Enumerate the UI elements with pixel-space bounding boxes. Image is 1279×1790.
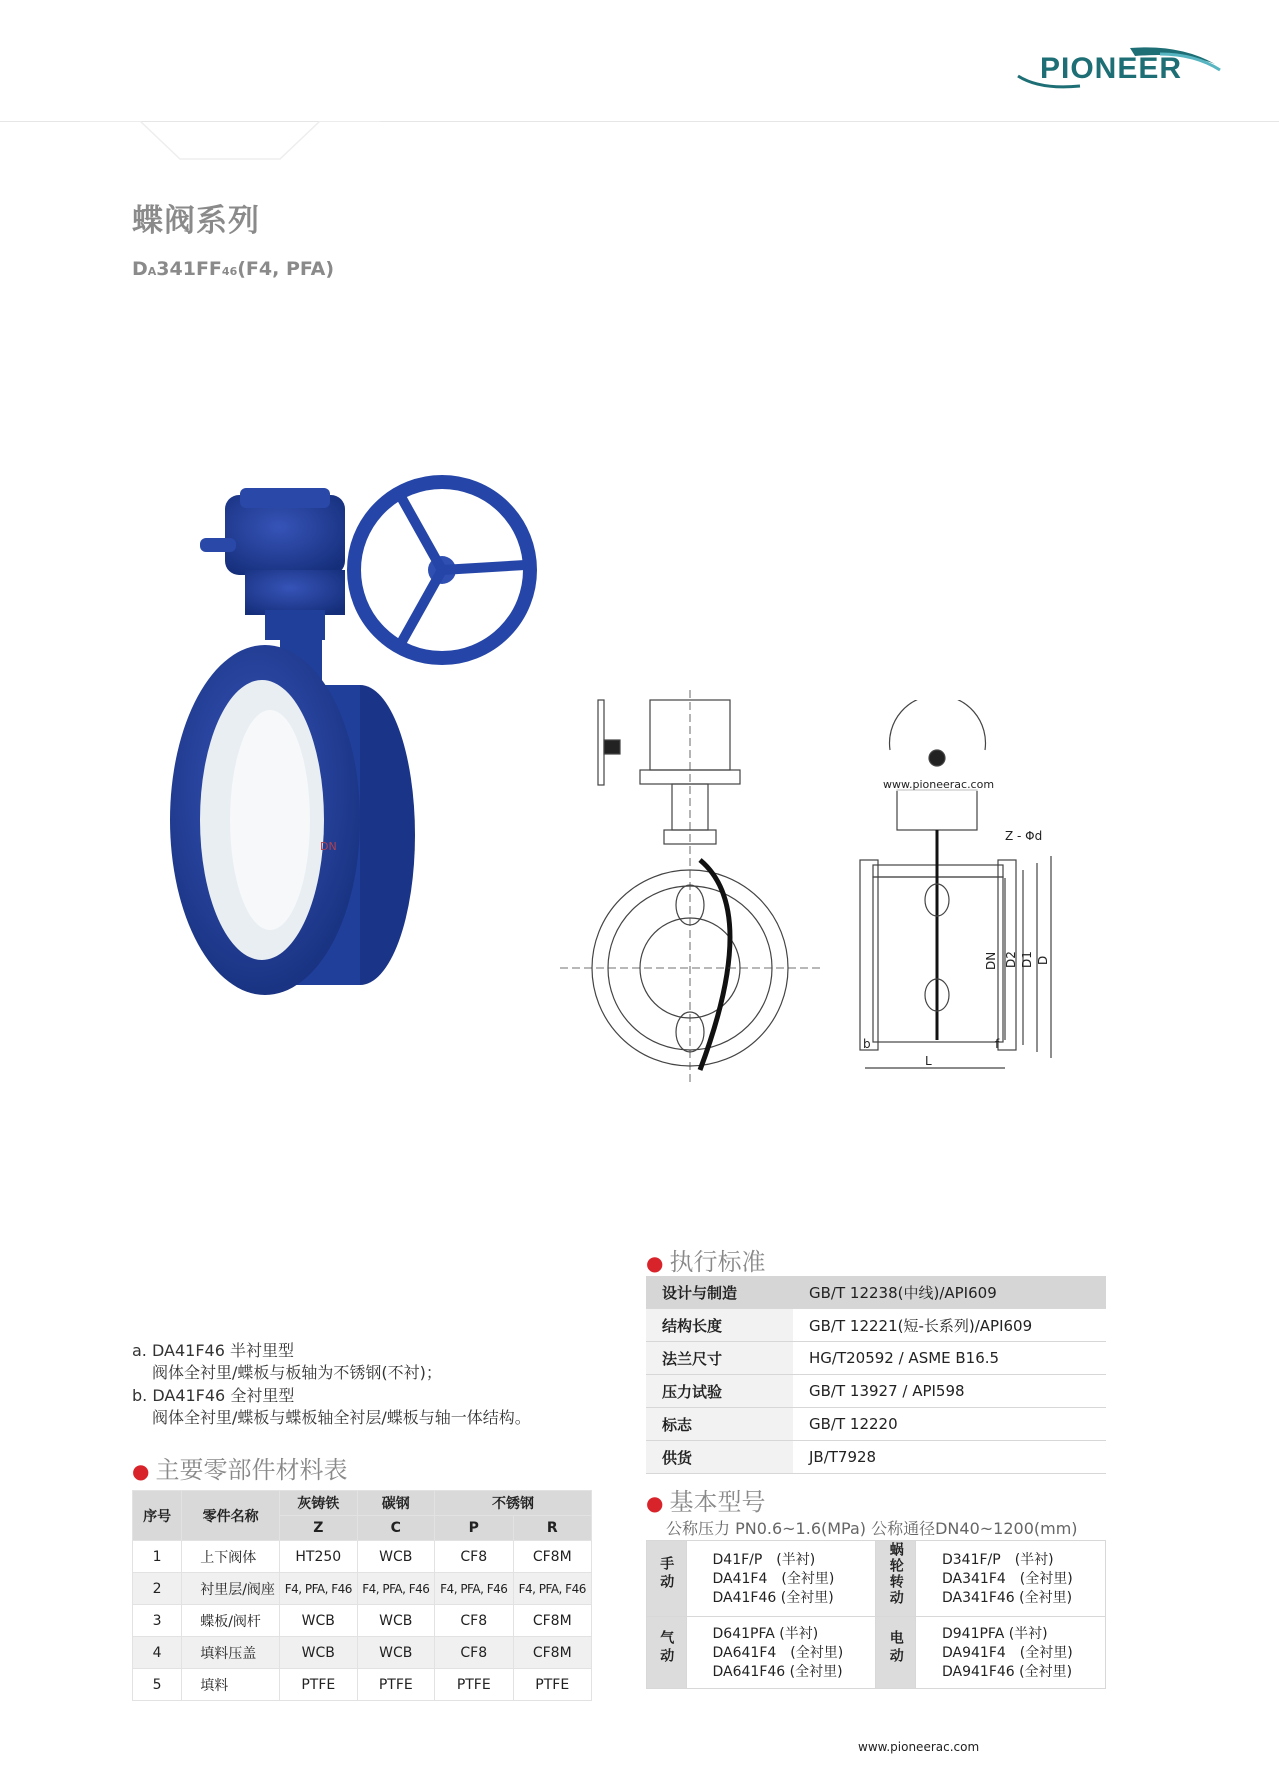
model-list-pneumatic: D641PFA (半衬) DA641F4 (全衬里) DA641F46 (全衬里) (686, 1617, 876, 1689)
lining-type-b-desc: 阀体全衬里/蝶板与蝶板轴全衬层/蝶板与轴一体结构。 (152, 1408, 531, 1427)
materials-table: 序号 零件名称 灰铸铁 碳钢 不锈钢 Z C P R 1 上下阀体 HT250 WCB CF8 CF8M 2 衬里层/阀座 F4, PFA, F46 F4, PFA, F46 F4, PFA, F46 F4, PFA, F46 3 蝶板/阀杆 WCB WCB CF8 CF8M 4 填料压盖 WCB WCB CF8 CF8M 5 填料 PTFE PTFE PTFE PTFE (132, 1490, 592, 1701)
models-table (646, 1540, 1106, 1689)
footer-url: www.pioneerac.com (858, 1740, 980, 1754)
label-zd: Z - Φd (1005, 829, 1043, 843)
model-cat-worm: 蜗轮转动 (876, 1541, 916, 1617)
model-list-electric: D941PFA (半衬) DA941F4 (全衬里) DA941F46 (全衬里) (915, 1617, 1105, 1689)
standards-table (646, 1276, 1106, 1474)
table-row: 5 填料 PTFE PTFE PTFE PTFE (133, 1669, 592, 1701)
valve-product-image (170, 440, 570, 1090)
model-cat-manual: 手动 (647, 1541, 687, 1617)
series-title: 蝶阀系列 (132, 203, 260, 239)
label-l: L (925, 1054, 932, 1068)
bullet-icon: ● (646, 1491, 664, 1515)
header-tab-shape (80, 121, 380, 166)
models-subtitle: 公称压力 PN0.6~1.6(MPa) 公称通径DN40~1200(mm) (666, 1519, 1078, 1538)
bullet-icon: ● (132, 1459, 150, 1483)
label-dn: DN (984, 951, 998, 970)
table-row: 2 衬里层/阀座 F4, PFA, F46 F4, PFA, F46 F4, PFA, F46 F4, PFA, F46 (133, 1573, 592, 1605)
bullet-icon: ● (646, 1251, 664, 1275)
materials-heading: ● 主要零部件材料表 (132, 1456, 348, 1484)
brand-name: PIONEER (1040, 52, 1183, 85)
model-list-manual: D41F/P (半衬) DA41F4 (全衬里) DA41F46 (全衬里) (686, 1541, 876, 1617)
svg-text:DN: DN (320, 840, 337, 853)
brand-logo (1010, 40, 1230, 100)
table-row: 1 上下阀体 HT250 WCB CF8 CF8M (133, 1541, 592, 1573)
label-d1: D1 (1020, 951, 1034, 968)
drawing-url: www.pioneerac.com (883, 778, 995, 791)
label-f: f (995, 1037, 1000, 1051)
lining-type-b: b. DA41F46 全衬里型 (132, 1386, 295, 1405)
label-d2: D2 (1004, 951, 1018, 968)
table-row (647, 1617, 1106, 1689)
standards-heading: ● 执行标准 (646, 1248, 766, 1276)
table-row: 结构长度 GB/T 12221(短-长系列)/API609 (646, 1309, 1106, 1342)
table-row: 压力试验 GB/T 13927 / API598 (646, 1375, 1106, 1408)
model-cat-electric: 电动 (876, 1617, 916, 1689)
table-row: 设计与制造 GB/T 12238(中线)/API609 (646, 1276, 1106, 1309)
models-heading: ● 基本型号 (646, 1488, 766, 1516)
lining-type-a-desc: 阀体全衬里/蝶板与板轴为不锈钢(不衬)； (152, 1363, 442, 1382)
side-view-drawing (855, 700, 1075, 1075)
front-view-drawing (560, 690, 830, 1090)
table-row: 3 蝶板/阀杆 WCB WCB CF8 CF8M (133, 1605, 592, 1637)
model-code: DA341FF46(F4, PFA) (132, 258, 335, 280)
label-d: D (1036, 955, 1050, 965)
label-b: b (863, 1037, 871, 1051)
table-row: 法兰尺寸 HG/T20592 / ASME B16.5 (646, 1342, 1106, 1375)
model-cat-pneumatic: 气动 (647, 1617, 687, 1689)
lining-type-a: a. DA41F46 半衬里型 (132, 1341, 294, 1360)
table-row: 标志 GB/T 12220 (646, 1408, 1106, 1441)
table-row: 4 填料压盖 WCB WCB CF8 CF8M (133, 1637, 592, 1669)
table-row: 供货 JB/T7928 (646, 1441, 1106, 1474)
table-row (647, 1541, 1106, 1617)
model-list-worm: D341F/P (半衬) DA341F4 (全衬里) DA341F46 (全衬里) (915, 1541, 1105, 1617)
